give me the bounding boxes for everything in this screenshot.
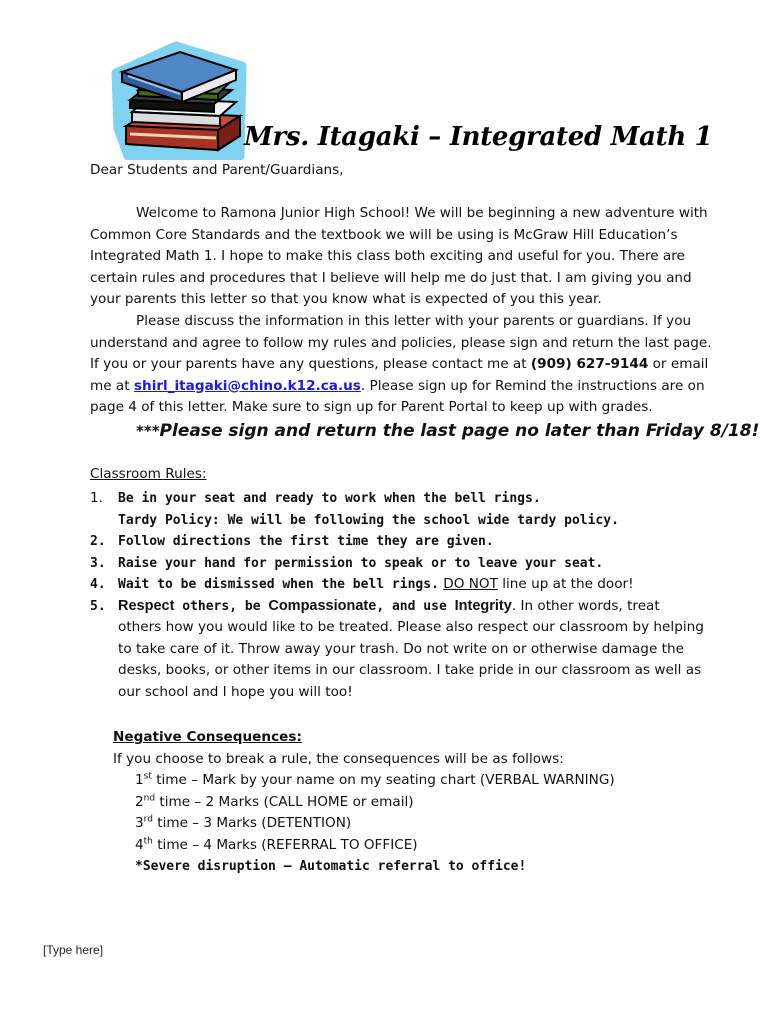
deadline-stars: *** xyxy=(136,422,160,440)
intro-line: certain rules and procedures that I believe will help me do just that. I am giving you and xyxy=(90,269,692,286)
salutation-text: Dear Students and Parent/Guardians, xyxy=(90,162,344,178)
rule-item xyxy=(90,596,740,704)
rule-number: 1. xyxy=(90,490,103,506)
rule-text-rest: line up at the door! xyxy=(497,576,634,592)
ordinal-suffix: st xyxy=(143,771,152,782)
phone-number: (909) 627-9144 xyxy=(530,356,649,372)
rule-number: 2. xyxy=(90,534,106,549)
ordinal-suffix: rd xyxy=(143,814,153,825)
footer-placeholder[interactable]: [Type here] xyxy=(43,943,104,957)
consequence-number: 3 xyxy=(135,815,144,831)
severe-disruption-note: *Severe disruption – Automatic referral to office! xyxy=(135,859,527,874)
rule-text: Be in your seat and ready to work when the bell rings. xyxy=(118,491,541,506)
intro-line: Welcome to Ramona Junior High School! We will be beginning a new adventure with xyxy=(136,205,708,221)
consequence-text: time – 2 Marks (CALL HOME or email) xyxy=(155,793,414,810)
rule-text xyxy=(118,574,740,596)
rule-emphasis: DO NOT xyxy=(443,576,498,592)
rule-text-line: others how you would like to be treated. Please also respect our classroom by helping xyxy=(118,619,704,635)
deadline-text: Please sign and return the last page no later than Friday 8/18! xyxy=(159,421,760,441)
classroom-rules-heading: Classroom Rules: xyxy=(90,466,207,482)
tardy-policy: Tardy Policy: We will be following the school wide tardy policy. xyxy=(118,512,619,528)
rule-text-strong: others, be xyxy=(174,598,269,614)
value-word: Compassionate xyxy=(268,597,377,614)
rule-text-strong: , and use xyxy=(376,598,455,614)
consequence-text: time – Mark by your name on my seating chart (VERBAL WARNING) xyxy=(151,772,615,788)
ordinal-suffix: th xyxy=(143,835,153,846)
rule-text-line: desks, books, or other items in our classroom. I take pride in our classroom as well as xyxy=(118,662,702,678)
consequence-item xyxy=(113,835,733,857)
intro-line: Integrated Math 1. I hope to make this class both exciting and useful for you. There are xyxy=(90,248,685,264)
deadline-notice xyxy=(136,421,759,441)
ordinal-suffix: nd xyxy=(143,792,156,803)
intro-line: Common Core Standards and the textbook we will be using is McGraw Hill Education’s xyxy=(90,226,678,243)
contact-line: page 4 of this letter. Make sure to sign up for Parent Portal to keep up with grades. xyxy=(90,399,653,415)
classroom-rules-list xyxy=(90,488,740,703)
rule-number: 5. xyxy=(90,598,106,614)
consequence-number: 2 xyxy=(135,793,144,810)
rule-number: 3. xyxy=(90,555,106,571)
rule-text-line: to take care of it. Throw away your trash. Do not write on or otherwise damage the xyxy=(118,640,684,657)
contact-line: understand and agree to follow my rules and policies, please sign and return the last page. xyxy=(90,334,712,351)
rule-item xyxy=(90,574,740,596)
rule-text-strong: Wait to be dismissed when the bell rings. xyxy=(118,577,439,592)
intro-line: your parents this letter so that you know what is expected of you this year. xyxy=(90,291,602,307)
email-link[interactable]: shirl_itagaki@chino.k12.ca.us xyxy=(133,377,361,394)
rule-text: Follow directions the first time they are given. xyxy=(118,534,494,549)
rule-item xyxy=(90,553,740,575)
consequence-item xyxy=(113,813,733,835)
contact-text: or email xyxy=(648,356,709,372)
rule-text: Raise your hand for permission to speak or to leave your seat. xyxy=(118,555,604,571)
negative-consequences xyxy=(113,727,733,878)
consequence-text: time – 4 Marks (REFERRAL TO OFFICE) xyxy=(152,836,418,853)
consequence-number: 1 xyxy=(135,772,144,788)
consequence-number: 4 xyxy=(135,836,144,853)
rule-number: 4. xyxy=(90,577,106,592)
page-title: Mrs. Itagaki – Integrated Math 1 xyxy=(244,122,713,152)
contact-text: If you or your parents have any questions, please contact me at xyxy=(90,356,531,372)
rule-text-rest: . In other words, treat xyxy=(511,597,660,614)
consequence-text: time – 3 Marks (DETENTION) xyxy=(152,815,352,831)
consequences-intro: If you choose to break a rule, the consequences will be as follows: xyxy=(113,750,564,767)
consequences-heading: Negative Consequences: xyxy=(113,729,302,745)
rule-text-line: our school and I hope you will too! xyxy=(118,683,353,700)
contact-text: me at xyxy=(90,377,134,394)
contact-line xyxy=(90,354,730,376)
rule-item xyxy=(90,531,740,553)
consequence-item xyxy=(113,770,733,792)
rule-item xyxy=(90,488,740,531)
contact-paragraph xyxy=(90,311,730,419)
consequence-item xyxy=(113,792,733,814)
rule-text xyxy=(118,596,740,618)
contact-text: . Please sign up for Remind the instructions are on xyxy=(360,377,705,394)
contact-line: Please discuss the information in this letter with your parents or guardians. If you xyxy=(136,313,692,329)
salutation xyxy=(90,160,730,182)
value-word: Respect xyxy=(118,597,175,614)
value-word: Integrity xyxy=(454,597,512,614)
stack-of-books-icon xyxy=(108,38,258,160)
contact-line xyxy=(90,376,730,398)
intro-paragraph xyxy=(90,203,730,311)
